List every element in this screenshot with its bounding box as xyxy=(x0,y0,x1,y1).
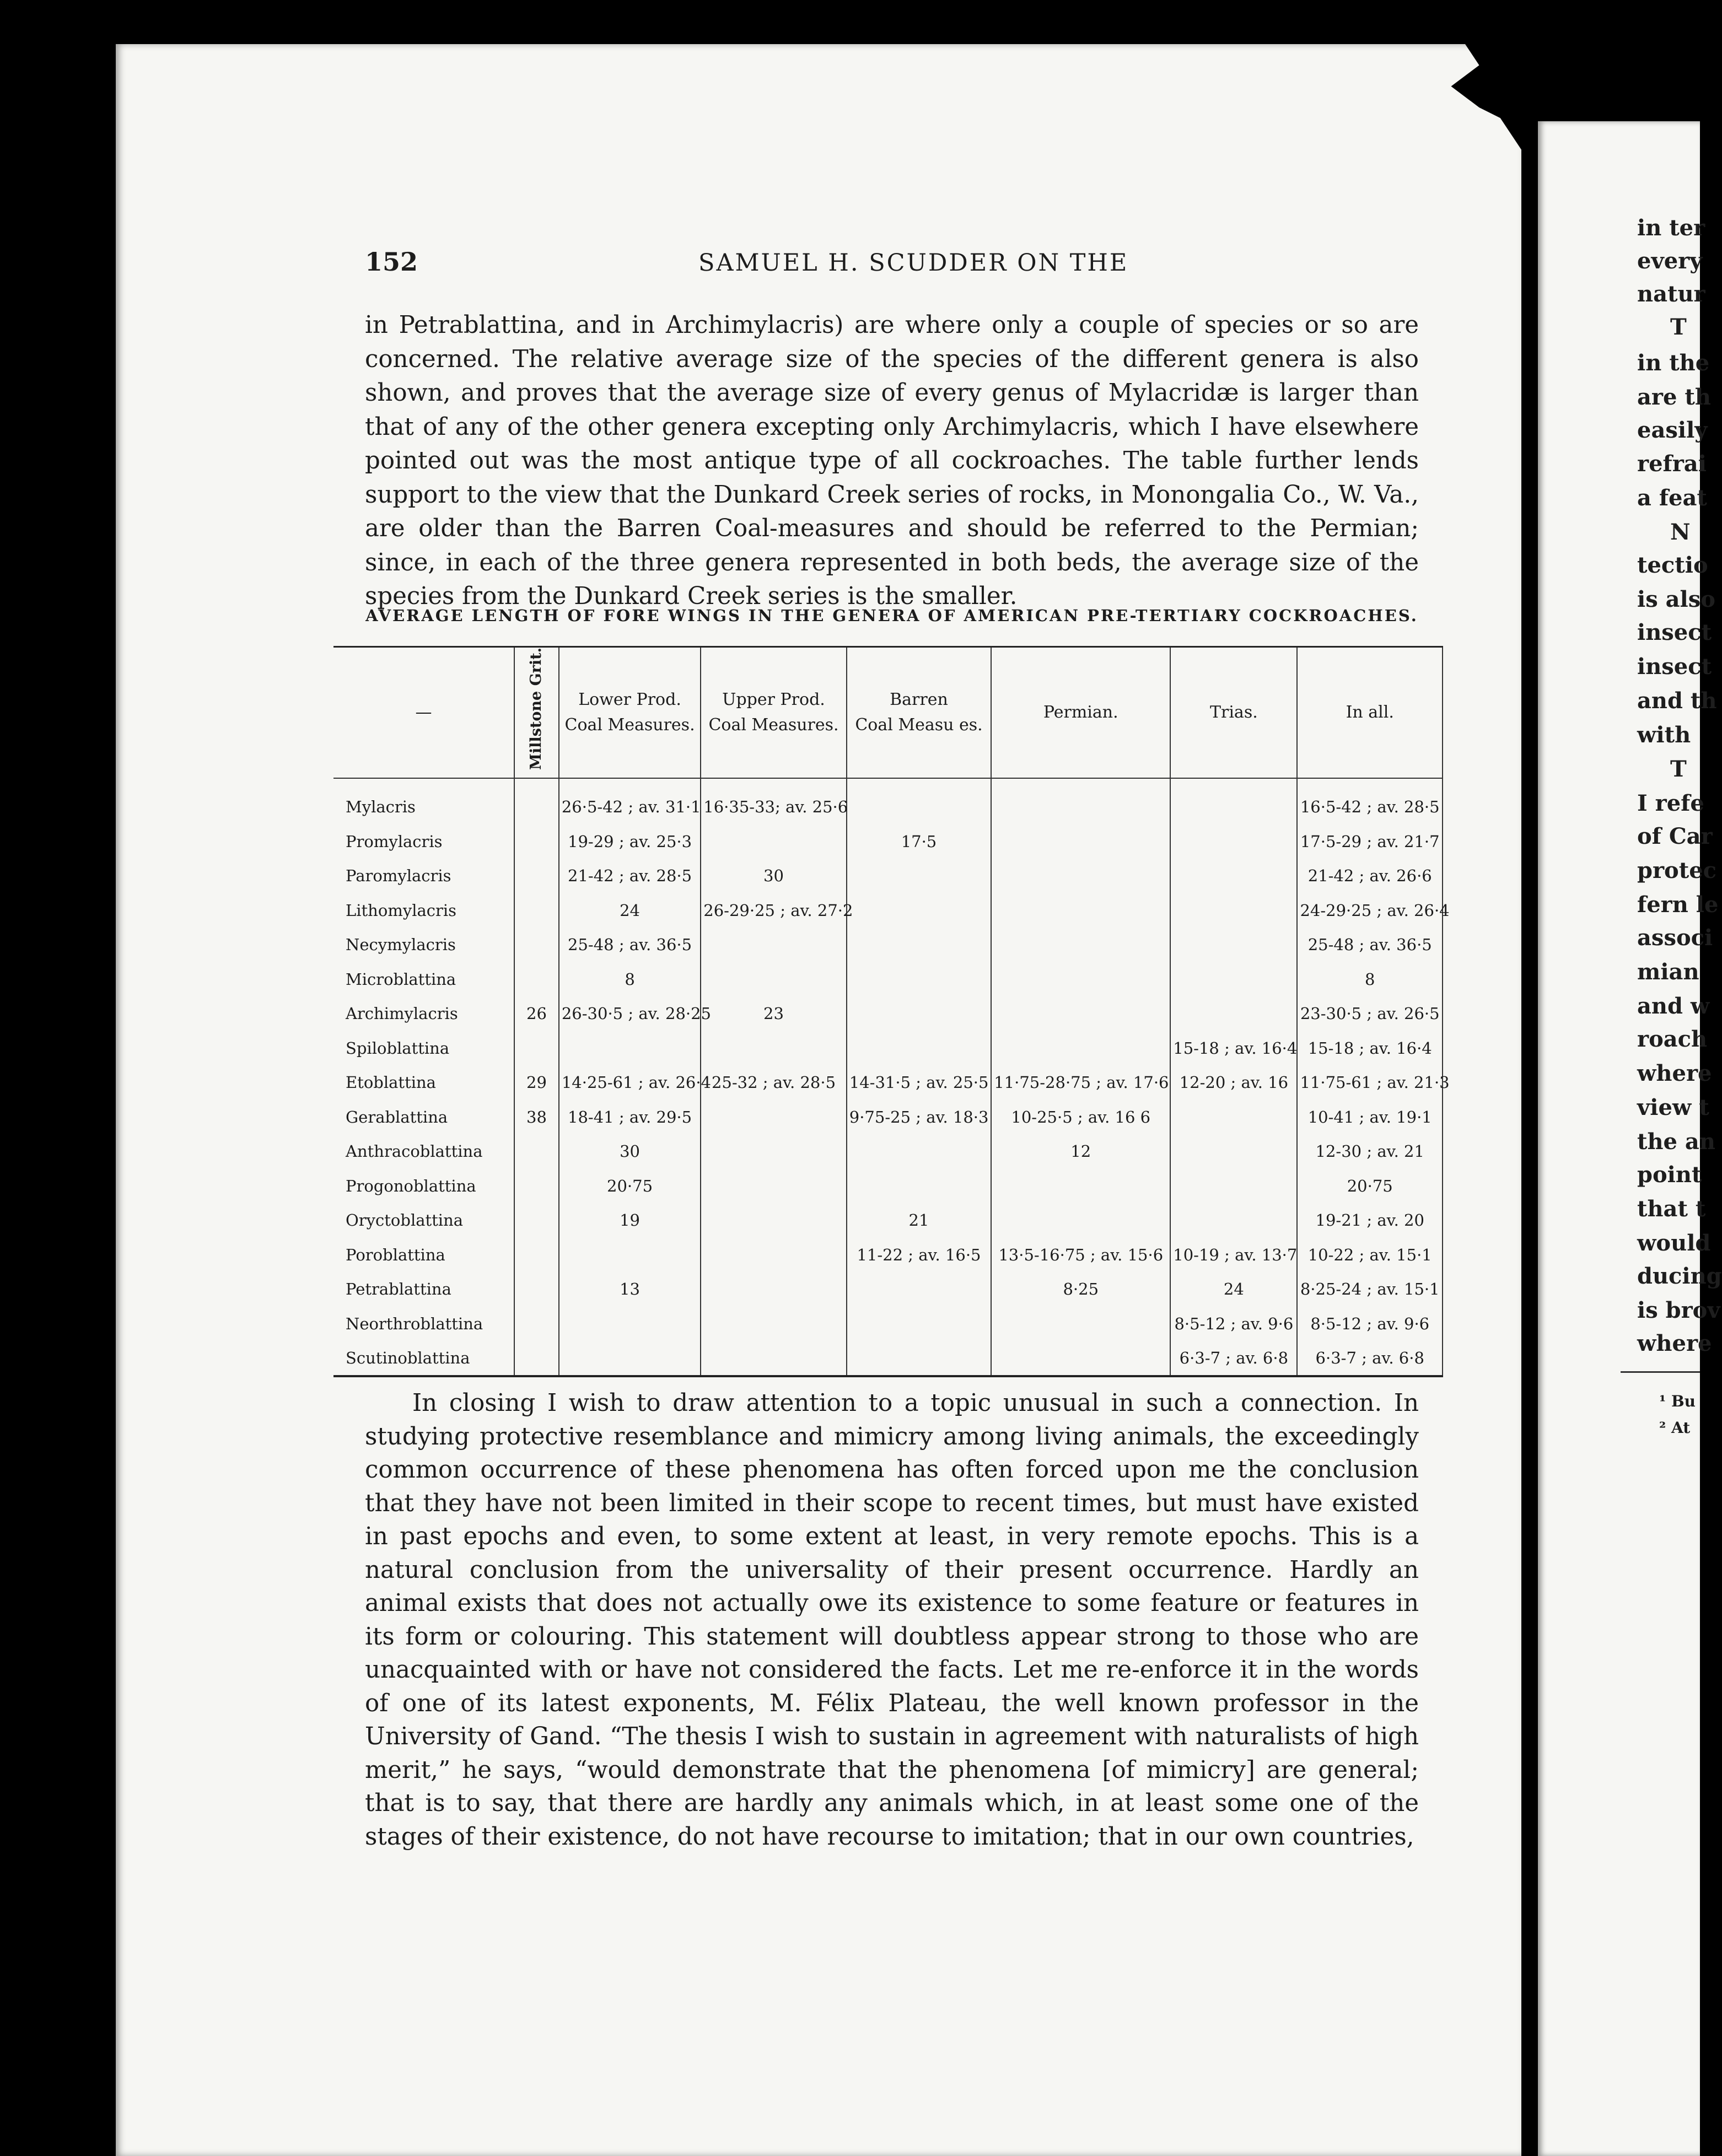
side-page-line: is brov xyxy=(1637,1297,1720,1323)
side-page-line: natur xyxy=(1637,281,1705,307)
cell-all: 25-48 ; av. 36·5 xyxy=(1297,928,1443,962)
cell-all: 8·25-24 ; av. 15·1 xyxy=(1297,1272,1443,1307)
cell-barren xyxy=(847,1134,991,1169)
side-page-line: T xyxy=(1670,756,1687,782)
cell-lower: 21-42 ; av. 28·5 xyxy=(559,859,701,893)
side-page-footnote: ¹ Bu xyxy=(1659,1392,1696,1410)
cell-trias: 15-18 ; av. 16·4 xyxy=(1170,1031,1297,1065)
cell-lower: 8 xyxy=(559,962,701,996)
cell-permian xyxy=(991,962,1170,996)
cell-trias: 8·5-12 ; av. 9·6 xyxy=(1170,1306,1297,1341)
side-page-line: that t xyxy=(1637,1196,1706,1222)
cell-millstone xyxy=(514,1031,559,1065)
cell-barren xyxy=(847,859,991,893)
header-all: In all. xyxy=(1297,647,1443,778)
cell-permian xyxy=(991,859,1170,893)
side-page-line: insect xyxy=(1637,654,1712,680)
table-row xyxy=(333,1168,1443,1203)
header-lower xyxy=(559,647,701,778)
cell-genus: Spiloblattina xyxy=(346,1038,450,1058)
cell-permian xyxy=(991,1341,1170,1377)
cell-all: 21-42 ; av. 26·6 xyxy=(1297,859,1443,893)
cell-trias: 6·3-7 ; av. 6·8 xyxy=(1170,1341,1297,1377)
cell-millstone: 26 xyxy=(514,996,559,1031)
header-upper-line1: Upper Prod. xyxy=(722,689,825,709)
cell-millstone: 29 xyxy=(514,1065,559,1100)
side-page-line: point xyxy=(1637,1162,1702,1188)
table-row xyxy=(333,1306,1443,1341)
cell-permian: 10-25·5 ; av. 16 6 xyxy=(991,1099,1170,1134)
cell-upper xyxy=(701,1134,846,1169)
cell-barren xyxy=(847,1168,991,1203)
cell-genus: Scutinoblattina xyxy=(346,1349,470,1368)
cell-genus: Mylacris xyxy=(346,797,416,817)
cell-barren xyxy=(847,1031,991,1065)
side-page-line: ducing xyxy=(1637,1263,1722,1289)
cell-all: 20·75 xyxy=(1297,1168,1443,1203)
cell-trias xyxy=(1170,778,1297,824)
cell-all: 11·75-61 ; av. 21·3 xyxy=(1297,1065,1443,1100)
cell-trias: 12-20 ; av. 16 xyxy=(1170,1065,1297,1100)
cell-lower: 20·75 xyxy=(559,1168,701,1203)
cell-barren: 14-31·5 ; av. 25·5 xyxy=(847,1065,991,1100)
page-number: 152 xyxy=(365,247,418,277)
header-genus: — xyxy=(333,647,514,778)
cell-all: 10-22 ; av. 15·1 xyxy=(1297,1237,1443,1272)
table-row xyxy=(333,1272,1443,1307)
cell-all: 12-30 ; av. 21 xyxy=(1297,1134,1443,1169)
header-lower-line2: Coal Measures. xyxy=(564,715,695,735)
cell-genus: Poroblattina xyxy=(346,1245,445,1264)
side-page-line: every xyxy=(1637,248,1703,274)
cell-millstone xyxy=(514,962,559,996)
cell-trias xyxy=(1170,1099,1297,1134)
side-page-line: tectio xyxy=(1637,552,1708,578)
side-page-line: is also xyxy=(1637,586,1715,612)
cell-barren: 17·5 xyxy=(847,824,991,859)
cell-barren xyxy=(847,928,991,962)
cell-lower: 26-30·5 ; av. 28·25 xyxy=(559,996,701,1031)
cell-genus: Progonoblattina xyxy=(346,1176,476,1195)
cell-millstone xyxy=(514,1341,559,1377)
cell-barren: 21 xyxy=(847,1203,991,1238)
cell-lower: 13 xyxy=(559,1272,701,1307)
cell-trias: 24 xyxy=(1170,1272,1297,1307)
cell-trias xyxy=(1170,893,1297,928)
cell-millstone xyxy=(514,1272,559,1307)
cell-genus: Lithomylacris xyxy=(346,901,457,920)
cell-upper xyxy=(701,1031,846,1065)
cell-permian xyxy=(991,1031,1170,1065)
cell-millstone xyxy=(514,893,559,928)
cell-lower: 24 xyxy=(559,893,701,928)
cell-upper xyxy=(701,1341,846,1377)
side-page-line: in the xyxy=(1637,350,1710,376)
cell-genus: Neorthroblattina xyxy=(346,1314,483,1333)
side-page-line: fern le xyxy=(1637,892,1719,918)
page-header xyxy=(365,247,1412,285)
cell-upper xyxy=(701,1099,846,1134)
cell-lower xyxy=(559,1341,701,1377)
cell-all: 10-41 ; av. 19·1 xyxy=(1297,1099,1443,1134)
cell-trias xyxy=(1170,928,1297,962)
cell-millstone xyxy=(514,824,559,859)
side-page-line: T xyxy=(1670,314,1687,340)
cell-genus: Paromylacris xyxy=(346,866,451,886)
cell-genus: Petrablattina xyxy=(346,1280,451,1299)
cell-upper xyxy=(701,1203,846,1238)
cell-trias xyxy=(1170,824,1297,859)
cell-permian: 12 xyxy=(991,1134,1170,1169)
cell-millstone xyxy=(514,778,559,824)
cell-permian xyxy=(991,1306,1170,1341)
cell-genus: Promylacris xyxy=(346,832,443,851)
cell-genus: Microblattina xyxy=(346,969,456,989)
cell-trias xyxy=(1170,962,1297,996)
cell-upper xyxy=(701,824,846,859)
cell-millstone xyxy=(514,1306,559,1341)
side-page-line: protec xyxy=(1637,858,1717,883)
side-page-line: the an xyxy=(1637,1129,1715,1155)
side-page-line: in ter xyxy=(1637,215,1705,241)
running-title: SAMUEL H. SCUDDER ON THE xyxy=(698,249,1129,277)
paragraph-intro: in Petrablattina, and in Archimylacris) are where only a couple of species or so are concerned. The relative average size of the species of the different genera is also shown, and proves that the average size of every genus of Mylacridæ is larger than that of any of the other genera excepting only Archimylacris, which I have elsewhere pointed out was the most antique type of all cockroaches. The table further lends support to the view that the Dunkard Creek series of rocks, in Monongalia Co., W. Va., are older than the Barren Coal-measures and should be referred to the Permian; since, in each of the three genera represented in both beds, the average size of the species from the Dunkard Creek series is the smaller. xyxy=(365,311,1419,610)
header-upper xyxy=(701,647,846,778)
cell-millstone xyxy=(514,928,559,962)
cell-all: 17·5-29 ; av. 21·7 xyxy=(1297,824,1443,859)
side-page-line: mian xyxy=(1637,959,1699,985)
cell-permian xyxy=(991,778,1170,824)
cell-trias xyxy=(1170,1134,1297,1169)
cell-trias xyxy=(1170,996,1297,1031)
cell-permian: 13·5-16·75 ; av. 15·6 xyxy=(991,1237,1170,1272)
cell-lower xyxy=(559,1306,701,1341)
table-row xyxy=(333,928,1443,962)
table-title: AVERAGE LENGTH OF FORE WINGS IN THE GENERA OF AMERICAN PRE-TERTIARY COCKROACHES. xyxy=(365,606,1418,625)
side-page-line: where xyxy=(1637,1330,1712,1356)
side-page-line: roach xyxy=(1637,1026,1708,1052)
side-page-line: associ xyxy=(1637,925,1713,951)
cell-millstone: 38 xyxy=(514,1099,559,1134)
paragraph-closing: In closing I wish to draw attention to a topic unusual in such a connection. In studying protective resemblance and mimicry among living animals, the exceedingly common occurrence of these phenomena has often forced upon me the conclusion that they have not been limited in their scope to recent times, but must have existed in past epochs and even, to some extent at least, in very remote epochs. This is a natural conclusion from the universality of their present occurrence. Hardly an animal exists that does not actually owe its existence to some feature or features in its form or colouring. This statement will doubtless appear strong to those who are unacquainted with or have not considered the facts. Let me re-enforce it in the words of one of its latest exponents, M. Félix Plateau, the well known professor in the University of Gand. “The thesis I wish to sustain in agreement with naturalists of high merit,” he says, “would demonstrate that the phenomena [of mimicry] are general; that is to say, that there are hardly any animals which, in at least some one of the stages of their existence, do not have recourse to imitation; that in our own countries, xyxy=(365,1389,1419,1851)
header-lower-line1: Lower Prod. xyxy=(578,689,681,709)
cell-upper xyxy=(701,1306,846,1341)
header-barren-line2: Coal Measu es. xyxy=(855,715,983,735)
cell-barren xyxy=(847,962,991,996)
cell-millstone xyxy=(514,1237,559,1272)
header-permian: Permian. xyxy=(991,647,1170,778)
cell-upper: 23 xyxy=(701,996,846,1031)
side-page-line: insect xyxy=(1637,619,1712,645)
cell-lower: 30 xyxy=(559,1134,701,1169)
cell-permian xyxy=(991,1168,1170,1203)
cell-all: 19-21 ; av. 20 xyxy=(1297,1203,1443,1238)
cell-genus: Etoblattina xyxy=(346,1073,436,1092)
cell-all: 8 xyxy=(1297,962,1443,996)
footnote-rule xyxy=(1621,1371,1700,1373)
cell-genus: Anthracoblattina xyxy=(346,1142,483,1161)
table-row xyxy=(333,962,1443,996)
table-header-row xyxy=(333,647,1443,778)
table-row xyxy=(333,1203,1443,1238)
header-barren xyxy=(847,647,991,778)
cell-genus: Necymylacris xyxy=(346,935,456,955)
cell-barren: 9·75-25 ; av. 18·3 xyxy=(847,1099,991,1134)
side-page-footnote: ² At xyxy=(1659,1419,1691,1437)
cell-trias xyxy=(1170,1168,1297,1203)
header-barren-line1: Barren xyxy=(890,689,948,709)
side-page-line: a feat xyxy=(1637,485,1707,511)
cell-barren xyxy=(847,1272,991,1307)
table-row xyxy=(333,1031,1443,1065)
cell-all: 15-18 ; av. 16·4 xyxy=(1297,1031,1443,1065)
cell-upper xyxy=(701,1168,846,1203)
cell-permian xyxy=(991,824,1170,859)
cell-permian xyxy=(991,928,1170,962)
cell-permian xyxy=(991,893,1170,928)
cell-millstone xyxy=(514,1168,559,1203)
cell-trias xyxy=(1170,1203,1297,1238)
cell-genus: Gerablattina xyxy=(346,1107,448,1126)
cell-barren xyxy=(847,1341,991,1377)
cell-trias xyxy=(1170,859,1297,893)
cell-all: 24-29·25 ; av. 26·4 xyxy=(1297,893,1443,928)
cell-all: 23-30·5 ; av. 26·5 xyxy=(1297,996,1443,1031)
cell-upper: 26-29·25 ; av. 27·2 xyxy=(701,893,846,928)
side-page-line: where xyxy=(1637,1060,1712,1086)
table-row xyxy=(333,1134,1443,1169)
side-page-line: and w xyxy=(1637,993,1710,1019)
cell-trias: 10-19 ; av. 13·7 xyxy=(1170,1237,1297,1272)
adjacent-page-fragment xyxy=(1538,121,1722,2156)
side-page-line: with xyxy=(1637,722,1691,748)
side-page-line: and th xyxy=(1637,688,1717,714)
side-page-line: view t xyxy=(1637,1095,1709,1120)
cell-lower: 26·5-42 ; av. 31·1 xyxy=(559,778,701,824)
cell-all: 8·5-12 ; av. 9·6 xyxy=(1297,1306,1443,1341)
cell-lower: 14·25-61 ; av. 26·4 xyxy=(559,1065,701,1100)
cell-upper xyxy=(701,1272,846,1307)
cell-barren xyxy=(847,778,991,824)
cell-barren xyxy=(847,893,991,928)
header-trias: Trias. xyxy=(1170,647,1297,778)
cell-barren xyxy=(847,1306,991,1341)
cell-lower: 19 xyxy=(559,1203,701,1238)
cell-upper: 25-32 ; av. 28·5 xyxy=(701,1065,846,1100)
cell-genus: Archimylacris xyxy=(346,1004,458,1023)
side-page-line: refrai xyxy=(1637,451,1707,477)
cell-permian: 11·75-28·75 ; av. 17·6 xyxy=(991,1065,1170,1100)
table-row xyxy=(333,778,1443,824)
cell-upper: 30 xyxy=(701,859,846,893)
cell-millstone xyxy=(514,1134,559,1169)
cell-barren: 11-22 ; av. 16·5 xyxy=(847,1237,991,1272)
header-millstone xyxy=(514,647,559,778)
cell-upper: 16·35-33; av. 25·6 xyxy=(701,778,846,824)
side-page-line: easily xyxy=(1637,417,1708,443)
cell-lower: 18-41 ; av. 29·5 xyxy=(559,1099,701,1134)
side-page-line: I refe xyxy=(1637,790,1704,816)
cell-lower xyxy=(559,1237,701,1272)
cell-genus: Oryctoblattina xyxy=(346,1211,464,1230)
table-row xyxy=(333,1099,1443,1134)
side-page-line: would xyxy=(1637,1230,1711,1256)
header-upper-line2: Coal Measures. xyxy=(708,715,839,735)
side-page-line: of Car xyxy=(1637,823,1713,849)
cell-lower: 19-29 ; av. 25·3 xyxy=(559,824,701,859)
cell-lower: 25-48 ; av. 36·5 xyxy=(559,928,701,962)
cell-all: 6·3-7 ; av. 6·8 xyxy=(1297,1341,1443,1377)
table-row xyxy=(333,1341,1443,1377)
header-millstone-label: Millstone Grit. xyxy=(528,648,545,770)
table-body xyxy=(333,778,1450,1377)
cell-permian xyxy=(991,996,1170,1031)
cell-permian: 8·25 xyxy=(991,1272,1170,1307)
cell-upper xyxy=(701,1237,846,1272)
side-page-line: N xyxy=(1670,519,1691,545)
cell-all: 16·5-42 ; av. 28·5 xyxy=(1297,778,1443,824)
cell-upper xyxy=(701,928,846,962)
wing-length-table xyxy=(333,646,1450,1377)
table-row xyxy=(333,996,1443,1031)
cell-lower xyxy=(559,1031,701,1065)
cell-millstone xyxy=(514,859,559,893)
table-row xyxy=(333,1065,1443,1100)
table-row xyxy=(333,859,1443,893)
cell-millstone xyxy=(514,1203,559,1238)
table-row xyxy=(333,1237,1443,1272)
table-row xyxy=(333,824,1443,859)
cell-barren xyxy=(847,996,991,1031)
cell-permian xyxy=(991,1203,1170,1238)
cell-upper xyxy=(701,962,846,996)
table-row xyxy=(333,893,1443,928)
side-page-line: are th xyxy=(1637,384,1711,410)
